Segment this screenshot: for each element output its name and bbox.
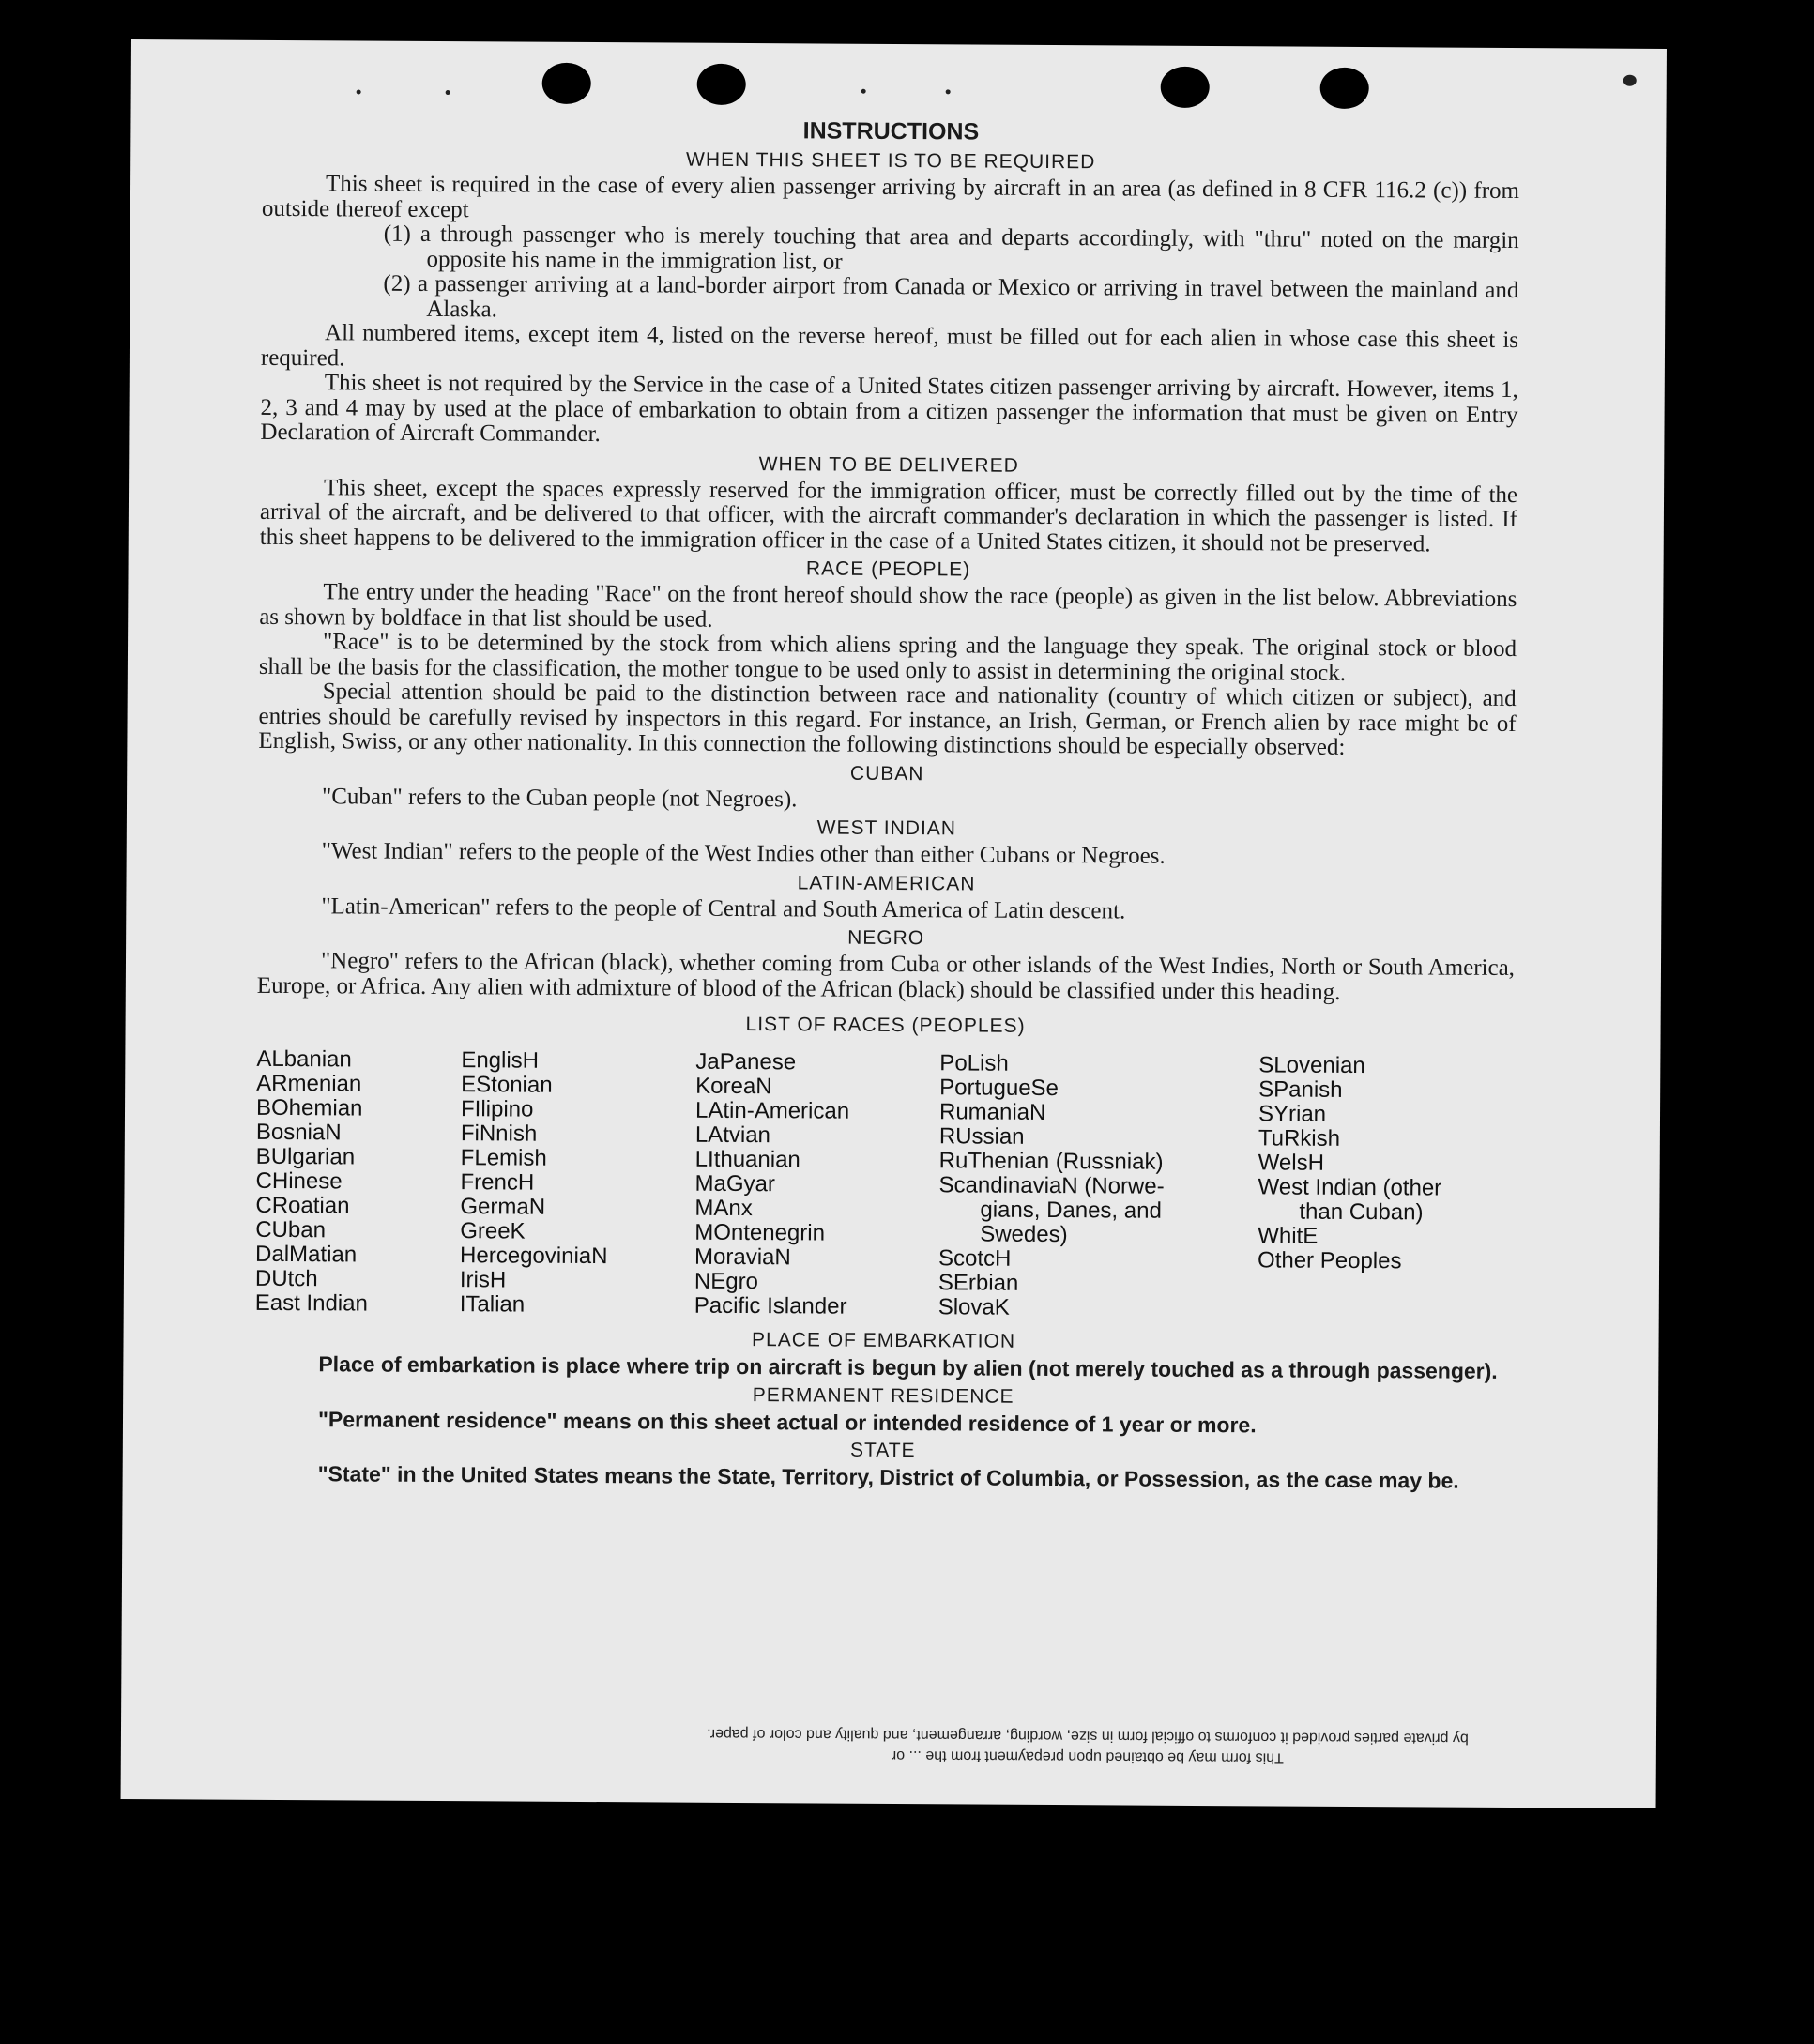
section-heading: PERMANENT RESIDENCE (752, 1383, 1014, 1408)
section-heading: RACE (PEOPLE) (805, 557, 971, 581)
section-heading: WEST INDIAN (816, 816, 957, 840)
race-entry: MOntenegrin (694, 1219, 826, 1246)
race-entry: BosniaN (255, 1119, 342, 1146)
race-column (255, 1047, 462, 1317)
race-entry: CHinese (255, 1167, 343, 1195)
section-heading: NEGRO (847, 926, 925, 950)
section-heading: WHEN THIS SHEET IS TO BE REQUIRED (685, 148, 1096, 174)
race-entry: NEgro (694, 1268, 759, 1295)
race-entry: SLovenian (1258, 1052, 1365, 1079)
race-entry: Pacific Islander (694, 1292, 847, 1319)
paragraph: "Permanent residence" means on this sheet actual or intended residence of 1 year or more. (317, 1406, 1257, 1437)
paragraph: This sheet is required in the case of every alien passenger arriving by aircraft in an area (as defined in 8 CFR 116.2 (c)) from outside thereof except (261, 171, 1520, 222)
race-entry: BUlgarian (255, 1143, 356, 1170)
page-title: INSTRUCTIONS (802, 117, 980, 145)
section-heading: STATE (849, 1439, 916, 1462)
race-entry: FLemish (460, 1145, 547, 1171)
list-item: (2) a passenger arriving at a land-border airport from Canada or Mexico or arriving in travel between the mainland and Alaska. (383, 270, 1519, 322)
footer-line: This form may be obtained upon prepayment from the ... or (891, 1747, 1284, 1766)
race-entry: WhitE (1258, 1223, 1319, 1249)
paragraph: This sheet, except the spaces expressly reserved for the immigration officer, must be correctly filled out by the time of the arrival of the aircraft, and be delivered to that officer, with the aircraft commander's declaration in which the passenger is listed. If this sheet happens to be delivered to the immigration officer in the case of a United States citizen, it should not be preserved. (259, 474, 1518, 557)
race-entry: RUssian (938, 1123, 1025, 1150)
race-entry: HercegoviniaN (460, 1243, 608, 1270)
punch-hole (542, 63, 591, 104)
document-page (121, 39, 1667, 1808)
race-entry: FIlipino (460, 1096, 534, 1122)
race-entry: East Indian (254, 1289, 368, 1317)
race-entry: JaPanese (695, 1048, 797, 1075)
race-entry: PoLish (939, 1050, 1009, 1076)
race-column (460, 1048, 696, 1319)
race-entry: Other Peoples (1257, 1247, 1402, 1274)
speck (357, 89, 361, 94)
paragraph: This sheet is not required by the Service in the case of a United States citizen passenger arriving by aircraft. However, items 1, 2, 3 and 4 may by used at the place of embarkation to obtain from a citizen passenger the information that must be given on Entry Declaration of Aircraft Commander. (260, 370, 1518, 448)
race-column (1258, 1053, 1513, 1323)
race-entry: SlovaK (937, 1294, 1010, 1320)
race-entry: SErbian (937, 1270, 1019, 1296)
race-entry: MoraviaN (694, 1243, 791, 1271)
punch-hole (1161, 67, 1210, 108)
race-entry: LAtvian (694, 1121, 771, 1149)
race-entry: GreeK (460, 1218, 526, 1244)
race-entry: SPanish (1258, 1076, 1343, 1103)
race-entry: ARmenian (256, 1070, 362, 1097)
race-entry: ScandinaviaN (Norwe- (938, 1172, 1165, 1199)
race-entry: PortugueSe (939, 1075, 1059, 1102)
section-heading: PLACE OF EMBARKATION (751, 1329, 1016, 1352)
paragraph: The entry under the heading "Race" on the front hereof should show the race (people) as given in the list below. Abbreviations as shown by boldface in that list should be used. (259, 579, 1517, 633)
race-entry: MAnx (694, 1195, 753, 1222)
section-heading: LATIN-AMERICAN (797, 871, 976, 895)
paragraph: "Race" is to be determined by the stock from which aliens spring and the language they speak. The original stock or blood shall be the basis for the classification, the mother tongue to be used only to assist in determining the original stock. (258, 629, 1517, 686)
race-entry: CUban (255, 1216, 327, 1243)
race-column (938, 1051, 1259, 1321)
race-entry: TuRkish (1258, 1125, 1341, 1152)
section-heading: WHEN TO BE DELIVERED (758, 452, 1019, 477)
paragraph: All numbered items, except item 4, listed on the reverse hereof, must be filled out for each alien in whose case this sheet is required. (260, 320, 1519, 371)
paragraph: Special attention should be paid to the distinction between race and nationality (country of which citizen or subject), and entries should be carefully revised by inspectors in this regard. For instance, an Irish, German, or French alien by race might be of English, Swiss, or any other nationality. In this connection the following distinctions should be especially observed: (258, 679, 1517, 760)
race-entry: LAtin-American (694, 1097, 850, 1124)
race-entry: FrencH (460, 1169, 535, 1196)
speck (946, 89, 951, 94)
race-entry: ScotcH (937, 1245, 1012, 1272)
paragraph: "Latin-American" refers to the people of Central and South America of Latin descent. (321, 892, 1126, 923)
footer-line: by private parties provided it conforms to official form in size, wording, arrangement, and quality and color of paper. (707, 1725, 1469, 1747)
race-entry: GermaN (460, 1194, 546, 1220)
race-entry: IrisH (459, 1267, 507, 1293)
paragraph: "State" in the United States means the State, Territory, District of Columbia, or Possession, as the case may be. (317, 1461, 1459, 1493)
punch-hole (697, 64, 746, 105)
race-entry: MaGyar (694, 1170, 776, 1197)
race-entry: BOhemian (255, 1094, 363, 1121)
race-entry: ALbanian (256, 1045, 352, 1073)
race-list (255, 1047, 1515, 1323)
paragraph: "West Indian" refers to the people of the West Indies other than either Cubans or Negroes. (321, 838, 1166, 869)
punch-hole (1320, 68, 1369, 109)
paragraph: Place of embarkation is place where trip on aircraft is begun by alien (not merely touched as a through passenger). (318, 1351, 1498, 1383)
race-entry: RumaniaN (938, 1099, 1046, 1125)
race-entry: EStonian (461, 1072, 553, 1098)
race-entry: DalMatian (255, 1241, 358, 1268)
list-item: (1) a through passenger who is merely touching that area and departs accordingly, with "thru" noted on the margin opposite his name in the immigration list, or (383, 221, 1519, 275)
paragraph: "Cuban" refers to the Cuban people (not Negroes). (321, 783, 798, 812)
race-entry: EnglisH (461, 1047, 540, 1074)
race-column (694, 1050, 940, 1320)
upside-down-footer (487, 1721, 1688, 1770)
race-entry: West Indian (other (1258, 1174, 1442, 1201)
race-entry: KoreaN (695, 1073, 772, 1100)
paragraph: "Negro" refers to the African (black), whether coming from Cuba or other islands of the West Indies, North or South America, Europe, or Africa. Any alien with admixture of blood of the African (black) should be classified under this heading. (256, 948, 1516, 1005)
race-entry: FiNnish (460, 1121, 538, 1147)
race-entry: than Cuban) (1299, 1198, 1424, 1226)
race-entry: WelsH (1258, 1150, 1325, 1176)
race-entry: DUtch (254, 1265, 318, 1292)
instructions-content (254, 114, 1520, 1494)
speck (446, 90, 450, 95)
race-entry: RuThenian (Russniak) (938, 1148, 1164, 1175)
section-heading: LIST OF RACES (PEOPLES) (745, 1014, 1026, 1037)
race-entry: ITalian (459, 1291, 526, 1318)
race-entry: Swedes) (980, 1221, 1068, 1248)
pen-mark (1623, 75, 1637, 86)
race-entry: gians, Danes, and (980, 1197, 1162, 1224)
race-entry: SYrian (1258, 1101, 1327, 1127)
race-entry: LIthuanian (694, 1146, 800, 1173)
speck (861, 89, 866, 94)
race-entry: CRoatian (255, 1192, 350, 1219)
section-heading: CUBAN (849, 762, 924, 785)
